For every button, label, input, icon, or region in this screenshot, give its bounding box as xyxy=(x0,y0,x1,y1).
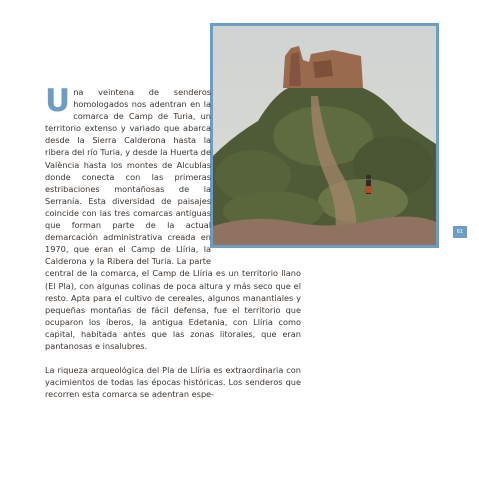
paragraph-2: La riqueza arqueológica del Pla de Llíria es extraordinaria con yacimientos de todas las épocas históricas. Los senderos que recorren esta comarca se adentran espe- xyxy=(45,365,301,400)
drop-cap: U xyxy=(45,83,71,119)
photo-wrap-spacer xyxy=(211,86,301,256)
page-number: 61 xyxy=(453,226,467,238)
paragraph-1-text: na veintena de senderos homologados nos adentran en la comarca de Camp de Turia, un territorio extenso y variado que abarca desde la Sierra Calderona hasta la ribera del río Turia, y desde la Huerta de València hasta los montes de Alcublas donde conecta con las primeras estribaciones montañosas de la Serranía. Esta diversidad de paisajes coincide con las tres comarcas antiguas que forman parte de la actual demarcación administrativa creada en 1970, que eran el Camp de Llíria, la Calderona y la Ribera del Turia. La parte central de la comarca, el Camp de Llíria es un territorio llano (El Pla), con algunas colinas de poca altura y más seco que el resto. Apta para el cultivo de cereales, algunos manantiales y pequeñas montañas de fácil defensa, fue el territorio que ocuparon los íberos, la antigua Edetania, con Llíria como capital, habitada antes que las zonas litorales, que eran pantanosas e insalubres. xyxy=(45,87,301,351)
body-text xyxy=(45,83,301,400)
